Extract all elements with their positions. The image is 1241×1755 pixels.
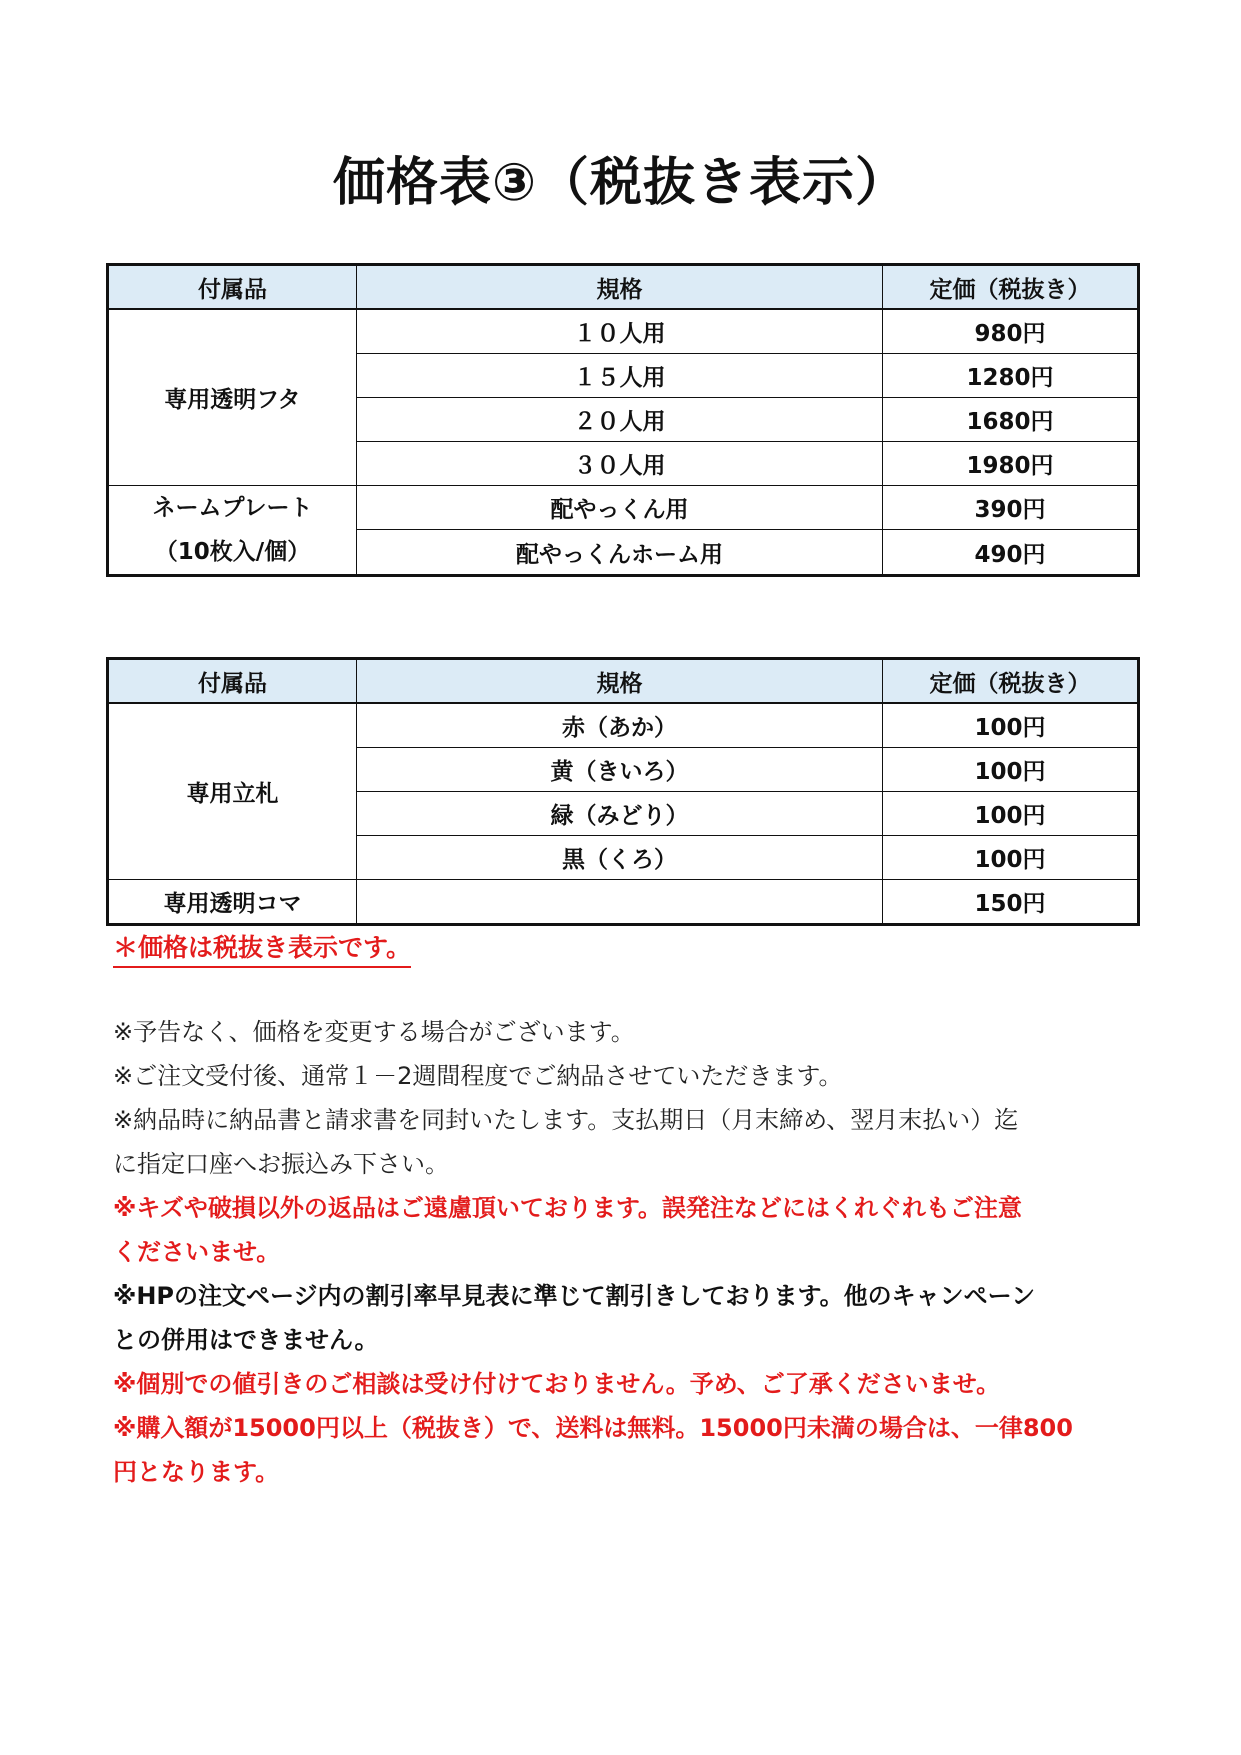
table-header-row (108, 659, 1139, 704)
spec-cell: 黄（きいろ） (357, 748, 883, 792)
spec-cell: 黒（くろ） (357, 836, 883, 880)
note-item (113, 1362, 1133, 1406)
tax-note: ＊価格は税抜き表示です。 (113, 932, 411, 968)
price-table-1 (106, 263, 1140, 577)
spec-cell: ３０人用 (357, 442, 883, 486)
spec-cell: １０人用 (357, 309, 883, 354)
note-line: ※個別での値引きのご相談は受け付けておりません。予め、ご了承くださいませ。 (113, 1370, 1001, 1398)
accessory-name (108, 486, 357, 576)
note-line: ※HPの注文ページ内の割引率早見表に準じて割引きしております。他のキャンペーン (113, 1282, 1036, 1310)
note-item (113, 1274, 1133, 1362)
spec-cell: 赤（あか） (357, 703, 883, 748)
price-cell: 1980円 (883, 442, 1139, 486)
header-price: 定価（税抜き） (883, 659, 1139, 704)
header-accessory: 付属品 (108, 265, 357, 310)
spec-cell: １５人用 (357, 354, 883, 398)
table-row (108, 703, 1139, 748)
price-cell: 100円 (883, 703, 1139, 748)
note-line: 円となります。 (113, 1458, 280, 1486)
spec-cell (357, 880, 883, 925)
header-price: 定価（税抜き） (883, 265, 1139, 310)
accessory-name-line2: （10枚入/個） (154, 539, 311, 565)
notes-section (113, 1010, 1133, 1494)
header-spec: 規格 (357, 659, 883, 704)
accessory-name: 専用透明フタ (108, 309, 357, 486)
price-cell: 150円 (883, 880, 1139, 925)
note-line: に指定口座へお振込み下さい。 (113, 1150, 449, 1178)
accessory-name-line1: ネームプレート (152, 495, 313, 521)
table-header-row (108, 265, 1139, 310)
spec-cell: 配やっくんホーム用 (357, 530, 883, 576)
note-item (113, 1010, 1133, 1054)
table-row (108, 880, 1139, 925)
header-spec: 規格 (357, 265, 883, 310)
note-item (113, 1186, 1133, 1274)
table-row (108, 309, 1139, 354)
note-line: ※キズや破損以外の返品はご遠慮頂いております。誤発注などにはくれぐれもご注意 (113, 1194, 1022, 1222)
note-item (113, 1054, 1133, 1098)
price-cell: 390円 (883, 486, 1139, 530)
spec-cell: ２０人用 (357, 398, 883, 442)
spec-cell: 緑（みどり） (357, 792, 883, 836)
note-line: ※購入額が15000円以上（税抜き）で、送料は無料。15000円未満の場合は、一律800 (113, 1414, 1073, 1442)
price-cell: 100円 (883, 792, 1139, 836)
header-accessory: 付属品 (108, 659, 357, 704)
price-table-2 (106, 657, 1140, 926)
price-cell: 100円 (883, 748, 1139, 792)
price-cell: 100円 (883, 836, 1139, 880)
note-line: ※納品時に納品書と請求書を同封いたします。支払期日（月末締め、翌月末払い）迄 (113, 1106, 1019, 1134)
note-line: ※ご注文受付後、通常１－2週間程度でご納品させていただきます。 (113, 1062, 843, 1090)
accessory-name: 専用透明コマ (108, 880, 357, 925)
price-cell: 490円 (883, 530, 1139, 576)
note-line: との併用はできません。 (113, 1326, 379, 1354)
price-cell: 980円 (883, 309, 1139, 354)
spec-cell: 配やっくん用 (357, 486, 883, 530)
note-line: くださいませ。 (113, 1238, 281, 1266)
page-title: 価格表③（税抜き表示） (332, 153, 909, 213)
price-cell: 1680円 (883, 398, 1139, 442)
note-item (113, 1406, 1133, 1494)
note-item (113, 1098, 1133, 1186)
table-row (108, 486, 1139, 530)
accessory-name: 専用立札 (108, 703, 357, 880)
price-cell: 1280円 (883, 354, 1139, 398)
note-line: ※予告なく、価格を変更する場合がございます。 (113, 1018, 635, 1046)
